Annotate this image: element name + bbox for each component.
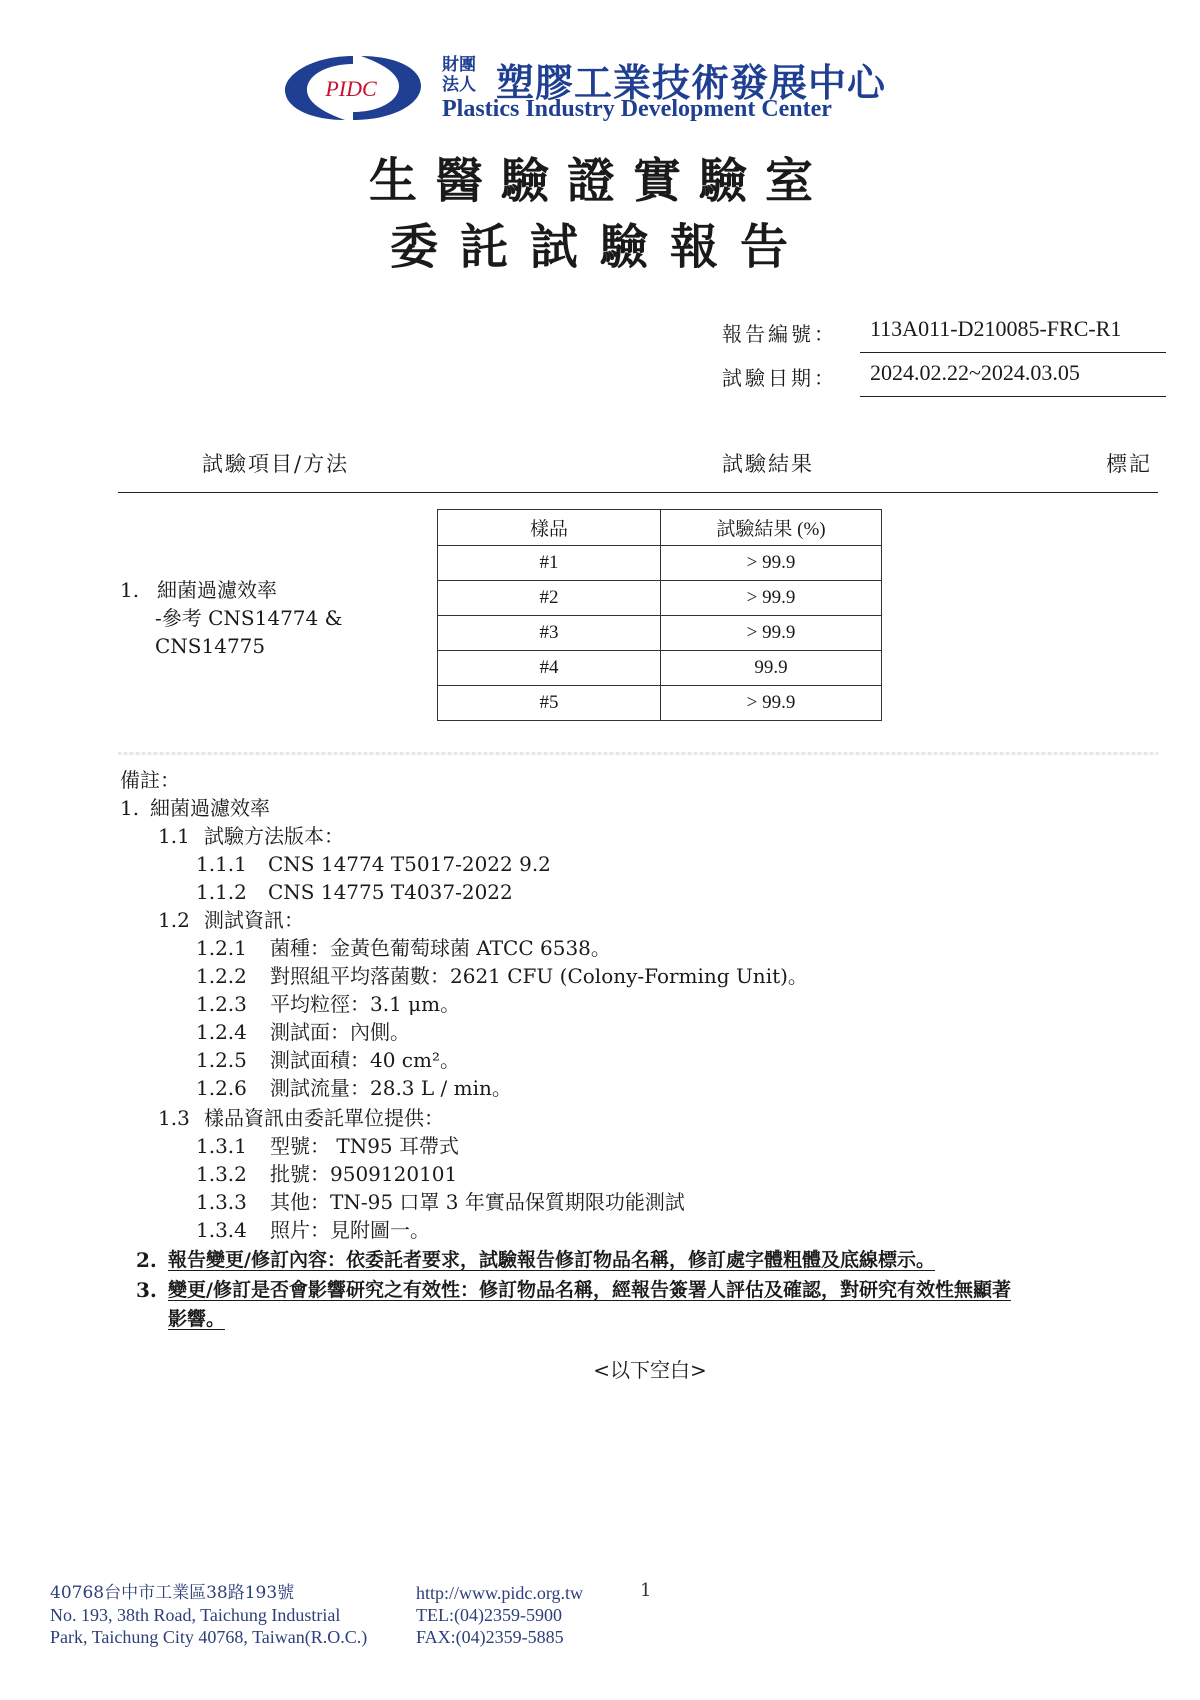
table-row [438, 616, 882, 651]
footer-fax: FAX:(04)2359-5885 [416, 1627, 564, 1647]
test-item-method-line1: -參考 CNS14774 & [155, 606, 343, 630]
note-text: 批號：9509120101 [270, 1162, 458, 1186]
report-no-value: 113A011-D210085-FRC-R1 [870, 316, 1122, 341]
table-cell-sample: #3 [438, 616, 661, 651]
note-number: 1.3.4 [196, 1218, 247, 1242]
note-line [196, 1046, 460, 1074]
org-name-en: Plastics Industry Development Center [442, 96, 832, 122]
note-text: 對照組平均落菌數：2621 CFU (Colony-Forming Unit)。 [270, 964, 808, 988]
org-type-label [442, 55, 476, 95]
report-title: 委託試驗報告 [389, 219, 810, 275]
footer-tel: TEL:(04)2359-5900 [416, 1605, 562, 1625]
revision-item-3-line1: 變更/修訂是否會影響研究之有效性：修訂物品名稱，經報告簽署人評估及確認，對研究有效性無顯著 [168, 1279, 1011, 1301]
footer-address-en-line2: Park, Taichung City 40768, Taiwan(R.O.C.) [50, 1627, 368, 1647]
test-item-method-line2: CNS14775 [155, 634, 266, 658]
page-number: 1 [640, 1580, 652, 1601]
note-number: 1.2.6 [196, 1076, 247, 1100]
note-text: CNS 14774 T5017-2022 9.2 [268, 852, 551, 876]
revision-item-number: 3. [136, 1278, 157, 1302]
footer-website: http://www.pidc.org.tw [416, 1583, 583, 1603]
test-item-name: 細菌過濾效率 [157, 578, 277, 602]
change-item-2-text: 報告變更/修訂內容：依委託者要求，試驗報告修訂物品名稱，修訂處字體粗體及底線標示。 [168, 1249, 935, 1271]
revision-item-text-line1 [168, 1276, 1168, 1304]
note-line [196, 1074, 512, 1102]
table-cell-result: > 99.9 [661, 581, 882, 616]
note-number: 1.2.4 [196, 1020, 247, 1044]
revision-item-text-line2 [168, 1305, 225, 1333]
note-line [196, 850, 551, 878]
table-header-result: 試驗結果 (%) [661, 510, 882, 546]
footer-address [50, 1582, 367, 1648]
note-number: 1.2.3 [196, 992, 247, 1016]
column-heading-result: 試驗結果 [722, 452, 814, 476]
column-heading-item: 試驗項目/方法 [202, 452, 350, 476]
note-number: 1. [120, 796, 140, 820]
note-number: 1.2 [158, 908, 190, 932]
table-cell-result: > 99.9 [661, 546, 882, 581]
change-item-text [168, 1246, 1158, 1274]
note-number: 1.3.1 [196, 1134, 247, 1158]
note-line [158, 822, 344, 850]
note-text: 試驗方法版本： [204, 824, 344, 848]
note-text: 測試流量：28.3 L / min。 [270, 1076, 512, 1100]
note-text: 照片：見附圖一。 [270, 1218, 430, 1242]
org-name-zh: 塑膠工業技術發展中心 [496, 61, 887, 105]
note-text: 測試資訊： [204, 908, 304, 932]
note-text: 平均粒徑：3.1 μm。 [270, 992, 461, 1016]
note-number: 1.1.2 [196, 880, 247, 904]
note-text: 細菌過濾效率 [150, 796, 270, 820]
heading-rule [118, 492, 1158, 493]
note-line [196, 1160, 457, 1188]
test-item-number: 1. [120, 578, 140, 602]
lab-title: 生醫驗證實驗室 [368, 153, 831, 209]
report-no-label: 報告編號： [722, 322, 837, 346]
table-cell-result: 99.9 [661, 651, 882, 686]
table-row [438, 581, 882, 616]
results-table [437, 509, 882, 721]
note-line [196, 1188, 685, 1216]
note-text: 測試面：內側。 [270, 1020, 410, 1044]
table-row [438, 546, 882, 581]
table-cell-sample: #2 [438, 581, 661, 616]
org-type-line1: 財團 [442, 55, 476, 75]
footer-address-zh: 40768台中市工業區38路193號 [50, 1583, 295, 1603]
note-number: 1.3 [158, 1106, 190, 1130]
revision-item-3-line2: 影響。 [168, 1308, 226, 1330]
note-line [196, 934, 611, 962]
note-text: CNS 14775 T4037-2022 [268, 880, 513, 904]
note-number: 1.2.5 [196, 1048, 247, 1072]
table-cell-sample: #4 [438, 651, 661, 686]
footer-address-en-line1: No. 193, 38th Road, Taichung Industrial [50, 1605, 341, 1625]
note-number: 1.3.2 [196, 1162, 247, 1186]
note-number: 1.2.1 [196, 936, 247, 960]
note-number: 1.2.2 [196, 964, 247, 988]
test-date-value: 2024.02.22~2024.03.05 [870, 360, 1080, 385]
table-header-row [438, 510, 882, 546]
note-line [120, 794, 270, 822]
note-text: 菌種：金黃色葡萄球菌 ATCC 6538。 [270, 936, 611, 960]
test-date-label: 試驗日期： [722, 366, 837, 390]
note-line [158, 906, 304, 934]
note-number: 1.1.1 [196, 852, 247, 876]
change-item-number: 2. [136, 1248, 157, 1272]
section-divider [118, 752, 1158, 755]
note-line [196, 962, 808, 990]
table-cell-result: > 99.9 [661, 616, 882, 651]
table-header-sample: 樣品 [438, 510, 661, 546]
note-line [196, 990, 460, 1018]
report-no-underline [860, 352, 1166, 353]
note-number: 1.1 [158, 824, 190, 848]
note-line [196, 1018, 410, 1046]
table-cell-sample: #5 [438, 686, 661, 721]
note-line [196, 1216, 430, 1244]
pidc-logo [283, 52, 423, 124]
table-row [438, 651, 882, 686]
column-heading-remark: 標記 [1106, 452, 1152, 476]
table-row [438, 686, 882, 721]
table-cell-sample: #1 [438, 546, 661, 581]
note-number: 1.3.3 [196, 1190, 247, 1214]
org-type-line2: 法人 [442, 75, 476, 95]
test-date-underline [860, 396, 1166, 397]
note-line [158, 1104, 444, 1132]
logo-text: PIDC [325, 76, 377, 101]
note-text: 其他：TN-95 口罩 3 年實品保質期限功能測試 [270, 1190, 685, 1214]
footer-contact [416, 1582, 583, 1648]
table-cell-result: > 99.9 [661, 686, 882, 721]
note-text: 樣品資訊由委託單位提供： [204, 1106, 444, 1130]
note-line [196, 1132, 459, 1160]
notes-title: 備註： [120, 768, 180, 792]
note-text: 測試面積：40 cm²。 [270, 1048, 460, 1072]
note-text: 型號： TN95 耳帶式 [270, 1134, 460, 1158]
blank-marker: <以下空白> [593, 1358, 707, 1382]
note-line [196, 878, 513, 906]
